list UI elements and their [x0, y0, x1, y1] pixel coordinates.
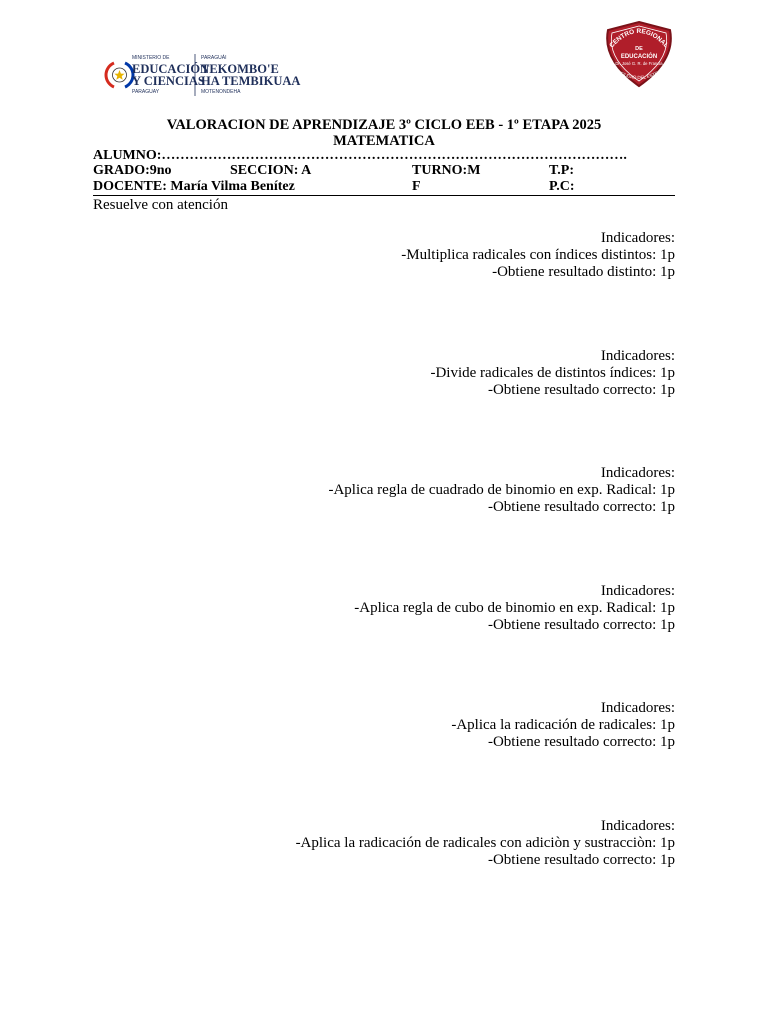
ministry-right-line-3: HA TEMBIKUAA: [201, 74, 301, 88]
teacher-label: DOCENTE: María Vilma Benítez: [93, 179, 295, 194]
ministry-line-1: MINISTERIO DE: [132, 55, 170, 61]
regional-center-seal: [598, 20, 680, 88]
exam-title-line-1: VALORACION DE APRENDIZAJE 3º CICLO EEB - 1º ETAPA 2025: [166, 117, 602, 133]
indicator-block-5: [451, 700, 675, 751]
student-name-field[interactable]: ALUMNO:……………………………………………………………………………………….: [93, 148, 627, 163]
indicator-line: -Aplica la radicación de radicales: 1p: [451, 717, 675, 733]
obtained-points-label: P.C:: [549, 179, 575, 194]
ministry-line-2: EDUCACIÓN: [132, 62, 210, 76]
seal-line-4: Dr. José G. R. de Francia: [615, 61, 663, 66]
indicator-line: -Obtiene resultado correcto: 1p: [487, 499, 675, 515]
indicator-block-4: [354, 583, 675, 634]
indicator-line: -Obtiene resultado correcto: 1p: [487, 734, 675, 750]
exam-title: [93, 117, 675, 149]
indicator-line: -Obtiene resultado correcto: 1p: [487, 617, 675, 633]
f-label: F: [412, 179, 421, 194]
indicator-line: -Obtiene resultado correcto: 1p: [487, 382, 675, 398]
indicator-block-2: [430, 348, 675, 399]
seal-line-5: CIUDAD DEL ESTE: [619, 70, 659, 81]
indicator-line: -Multiplica radicales con índices distintos: 1p: [401, 247, 675, 263]
indicator-heading: Indicadores:: [600, 348, 675, 364]
exam-subject: MATEMATICA: [333, 133, 435, 149]
indicator-heading: Indicadores:: [600, 818, 675, 834]
indicator-block-3: [328, 465, 675, 516]
indicator-line: -Obtiene resultado correcto: 1p: [487, 852, 675, 868]
paraguay-emblem-icon: [106, 63, 133, 87]
indicator-block-1: [401, 230, 675, 281]
indicator-line: -Aplica regla de cuadrado de binomio en exp. Radical: 1p: [328, 482, 675, 498]
ministry-right-line-4: MOTENONDEHA: [201, 89, 241, 95]
ministry-line-3: Y CIENCIAS: [132, 74, 205, 88]
indicator-block-6: [296, 818, 675, 869]
seal-line-3: EDUCACIÓN: [620, 54, 658, 60]
instruction-text: Resuelve con atención: [93, 197, 228, 213]
indicator-heading: Indicadores:: [600, 230, 675, 246]
header-divider: [93, 195, 675, 196]
total-points-label: T.P:: [549, 163, 575, 178]
shift-label: TURNO:M: [412, 163, 481, 178]
ministry-right-line-1: PARAGUÁI: [201, 55, 227, 61]
indicator-line: -Obtiene resultado distinto: 1p: [492, 264, 675, 280]
indicator-heading: Indicadores:: [600, 583, 675, 599]
section-label: SECCION: A: [230, 163, 312, 178]
indicator-heading: Indicadores:: [600, 700, 675, 716]
indicator-line: -Divide radicales de distintos índices: 1p: [430, 365, 675, 381]
ministry-right-line-2: TEKOMBO'E: [201, 62, 279, 76]
seal-line-1: CENTRO REGIONAL: [608, 27, 670, 50]
grade-label: GRADO:9no: [93, 163, 172, 178]
ministry-line-4: PARAGUAY: [132, 89, 160, 95]
seal-line-2: DE: [635, 46, 643, 52]
indicator-line: -Aplica la radicación de radicales con adiciòn y sustracciòn: 1p: [295, 835, 675, 851]
indicator-line: -Aplica regla de cubo de binomio en exp. Radical: 1p: [354, 600, 675, 616]
ministry-of-education-logo: [106, 52, 301, 98]
indicator-heading: Indicadores:: [600, 465, 675, 481]
